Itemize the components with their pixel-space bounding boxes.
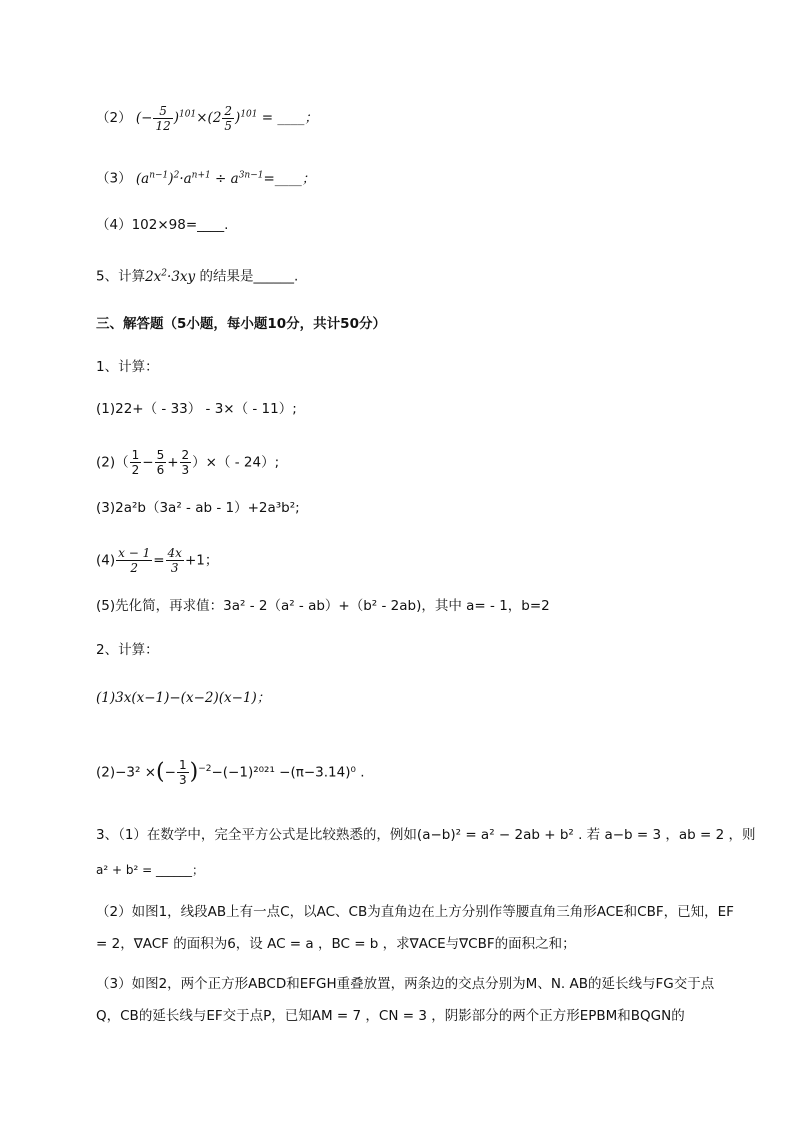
section-title: 三、解答题（5小题，每小题10分，共计50分）	[96, 316, 386, 332]
problem-3-part-1a: 3、（1）在数学中，完全平方公式是比较熟悉的，例如(a−b)² = a² − 2ab + b² . 若 a−b = 3 ，ab = 2 ，则	[96, 827, 756, 843]
problem-3-part-3: （3）如图2，两个正方形ABCD和EFGH重叠放置，两条边的交点分别为M、N. AB的延长线与FG交于点Q，CB的延长线与EF交于点P，已知AM = 7 ，CN = 3 ，阴影部分的两个正方形EPBM和BQGN的	[96, 976, 715, 1024]
fill-q5: 5、计算$2x^2\cdot 3xy$ 的结果是______.	[96, 268, 299, 285]
problem-1-item-3: (3)2a²b（3a² - ab - 1）+2a³b²;	[96, 500, 300, 516]
problem-1-heading: 1、计算：	[96, 359, 159, 375]
fill-q2: （2） (− $\frac{5}{12}$ )$^{101}$×(2 $\frac{2}{5}$ )$^{101}$ = ____；	[96, 104, 318, 133]
fill-q4: （4）102×98=____.	[96, 217, 229, 233]
problem-3-part-1b: a² + b² = ______；	[96, 863, 204, 877]
problem-2-item-2: (2)−3² ×(− $\frac{1}{3}$ )$^{-2}$−(−1)²⁰²¹ −(π−3.14)⁰ .	[96, 758, 365, 787]
problem-2-heading: 2、计算：	[96, 642, 159, 658]
problem-1-item-1: (1)22+（ - 33） - 3×（ - 11）;	[96, 401, 297, 417]
problem-1-item-2: (2)（ $\frac{1}{2}$ − $\frac{5}{6}$ + $\frac{2}{3}$ ）×（ - 24）;	[96, 448, 280, 477]
fill-q3: （3） $(a^{n-1})^2\cdot a^{n+1}$ ÷ $a^{3n-1}=\_\_\_\_$；	[96, 170, 316, 187]
problem-1-item-5: (5)先化简，再求值：3a² - 2（a² - ab）+（b² - 2ab)，其中 a= - 1，b=2	[96, 598, 550, 614]
problem-2-item-1: (1)3x(x−1)−(x−2)(x−1)；	[96, 690, 271, 706]
problem-1-item-4: (4) $\frac{x - 1}{2}$ = $\frac{4x}{3}$ +1；	[96, 546, 219, 575]
problem-3-part-2: （2）如图1，线段AB上有一点C，以AC、CB为直角边在上方分别作等腰直角三角形ACE和CBF，已知，EF = 2，∇ACF 的面积为6，设 AC = a ，BC = b ，求∇ACE与∇CBF的面积之和；	[96, 904, 734, 952]
